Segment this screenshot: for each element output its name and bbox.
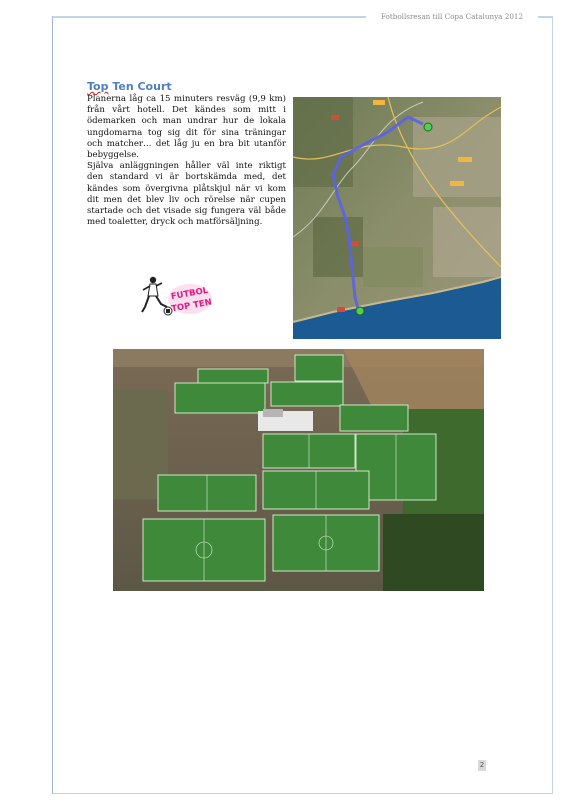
top-ten-logo [140,274,214,318]
section-title-part2: Ten Court [108,80,172,93]
paragraph-facility: Själva anläggningen håller väl inte riktigt den standard vi är bortskämda med, det kändes som övergivna plåtskjul när vi kom dit men det blev liv och rörelse när cupen startade och det visade sig fungera väl både med toaletter, dryck och matförsäljning. [87,161,286,228]
aerial-fields-photo [113,349,484,591]
page-number: 2 [479,761,485,769]
player-figure [142,277,172,315]
logo-line2: TOP TEN [170,297,213,315]
page-margin-line [52,16,53,794]
section-title-part1: Top [87,80,109,93]
section-title [87,80,172,93]
logo-line1: FUTBOL [170,285,210,303]
running-header: Fotbollsresan till Copa Catalunya 2012 [366,12,538,21]
paragraph-travel: Planerna låg ca 15 minuters resväg (9,9 km) från vårt hotell. Det kändes som mitt i ödemarken och man undrar hur de lokala ungdomarna tog sig dit för sina träningar och matcher… det låg ju en bra bit utanför bebyggelse. [87,94,286,161]
route-map-image [293,97,501,339]
body-text [87,94,286,228]
futbol-badge [168,284,213,315]
